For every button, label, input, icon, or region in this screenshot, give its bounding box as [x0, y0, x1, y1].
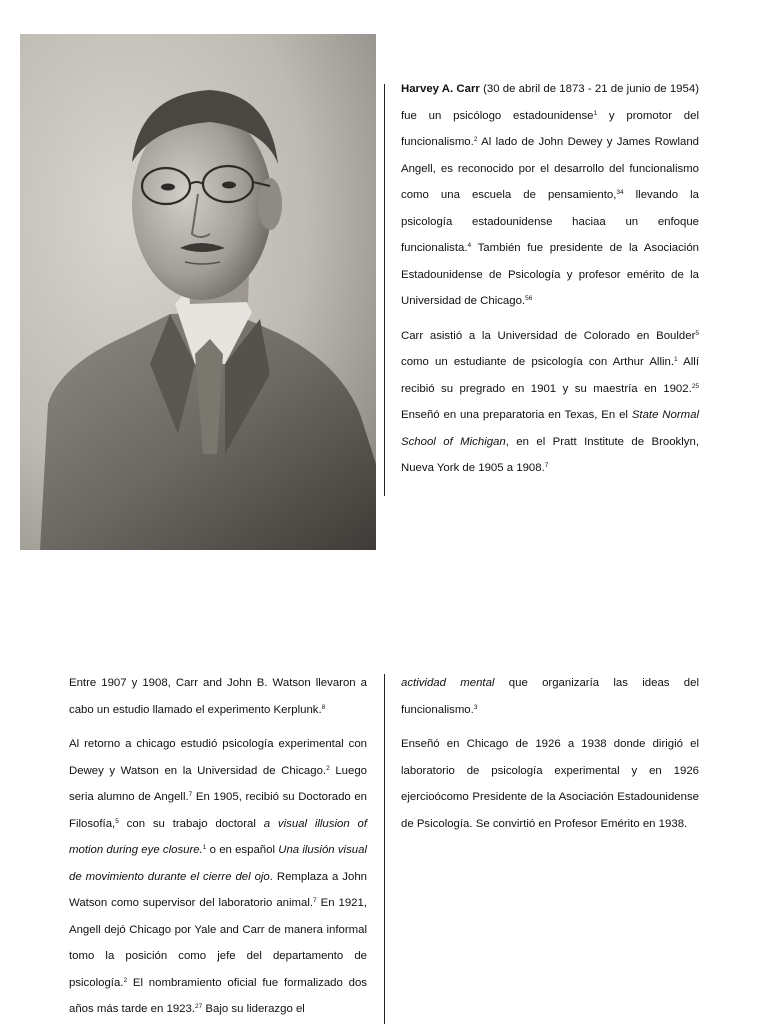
paragraph [401, 731, 699, 837]
top-right-column [401, 76, 699, 482]
footnote-ref: 7 [313, 897, 317, 904]
footnote-ref: 56 [525, 295, 533, 302]
footnote-ref: 7 [544, 462, 549, 469]
footnote-ref: 25 [691, 382, 699, 390]
footnote-ref: 34 [616, 189, 624, 196]
footnote-ref: 1 [674, 356, 678, 363]
text-run: (30 de abril de 1873 - 21 de junio de 1954) fue un psicólogo estadounidense [401, 83, 699, 122]
footnote-ref: 1 [593, 109, 598, 117]
text-run: llevando la psicología estadounidense haciaa un enfoque funcionalista. [401, 189, 699, 254]
text-run: , en el Pratt Institute de Brooklyn, Nueva York de 1905 a 1908. [401, 435, 699, 474]
text-run: Una ilusión visual de movimiento durante el cierre del ojo [69, 844, 367, 883]
footnote-ref: 7 [188, 791, 193, 798]
paragraph [69, 670, 367, 723]
text-run: En 1921, Angell dejó Chicago por Yale and Carr de manera informal tomo la posición como jefe del departamento de psicología. [69, 897, 367, 989]
text-run: Harvey A. Carr [401, 83, 480, 95]
text-run: que organizaría las ideas del funcionalismo. [401, 677, 700, 716]
text-run: Entre 1907 y 1908, Carr and John B. Watson llevaron a cabo un estudio llamado el experimento Kerplunk. [69, 677, 367, 716]
paragraph [401, 670, 699, 723]
text-run: Allí recibió su pregrado en 1901 y su maestría en 1902. [401, 356, 699, 395]
footnote-ref: 2 [473, 136, 478, 143]
text-run: Al lado de John Dewey y James Rowland Angell, es reconocido por el desarrollo del funcionalismo como una escuela de pensamiento, [401, 136, 699, 201]
text-run: o en español [206, 844, 279, 856]
footnote-ref: 5 [115, 817, 119, 825]
text-run: con su trabajo doctoral [118, 817, 264, 830]
portrait-photo [20, 34, 376, 550]
bottom-left-column [69, 670, 367, 1023]
text-run: Enseñó en una preparatoria en Texas, En el [401, 409, 632, 421]
footnote-ref: 2 [123, 976, 128, 984]
text-run: También fue presidente de la Asociación Estadounidense de Psicología y profesor emérito de la Universidad de Chicago. [401, 242, 699, 307]
text-run: actividad mental [401, 677, 495, 689]
text-run: En 1905, recibió su Doctorado en Filosofía, [69, 791, 367, 830]
footnote-ref: 4 [467, 242, 472, 249]
footnote-ref: 5 [695, 329, 699, 337]
text-run: y promotor del funcionalismo. [401, 109, 699, 148]
text-run: El nombramiento oficial fue formalizado dos años más tarde en 1923. [69, 976, 367, 1015]
column-divider-bottom [384, 674, 385, 1024]
text-run: a visual illusion of motion during eye closure. [69, 817, 367, 856]
paragraph [401, 323, 699, 482]
text-run: Enseñó en Chicago de 1926 a 1938 donde dirigió el laboratorio de psicología experimental y en 1926 ejercioócomo Presidente de la Asociación Estadounidense de Psicología. Se convirtió en Profesor Emérito en 1938. [401, 738, 699, 830]
text-run: como un estudiante de psicología con Arthur Allin. [401, 356, 675, 368]
footnote-ref: 27 [195, 1003, 203, 1010]
text-run: Al retorno a chicago estudió psicología experimental con Dewey y Watson en la Universidad de Chicago. [69, 738, 367, 777]
text-run: Luego seria alumno de Angell. [69, 764, 367, 803]
footnote-ref: 1 [202, 844, 207, 851]
footnote-ref: 2 [326, 764, 330, 772]
text-run: . Remplaza a John Watson como supervisor del laboratorio animal. [69, 870, 367, 909]
footnote-ref: 3 [473, 703, 478, 711]
text-run: Bajo su liderazgo el [202, 1003, 305, 1015]
bottom-right-column [401, 670, 699, 837]
footnote-ref: 8 [321, 703, 326, 711]
text-run: State Normal School of Michigan [401, 409, 699, 448]
paragraph [69, 731, 367, 1023]
text-run: Carr asistió a la Universidad de Colorado en Boulder [401, 329, 696, 342]
column-divider-top [384, 84, 385, 496]
paragraph [401, 76, 699, 315]
